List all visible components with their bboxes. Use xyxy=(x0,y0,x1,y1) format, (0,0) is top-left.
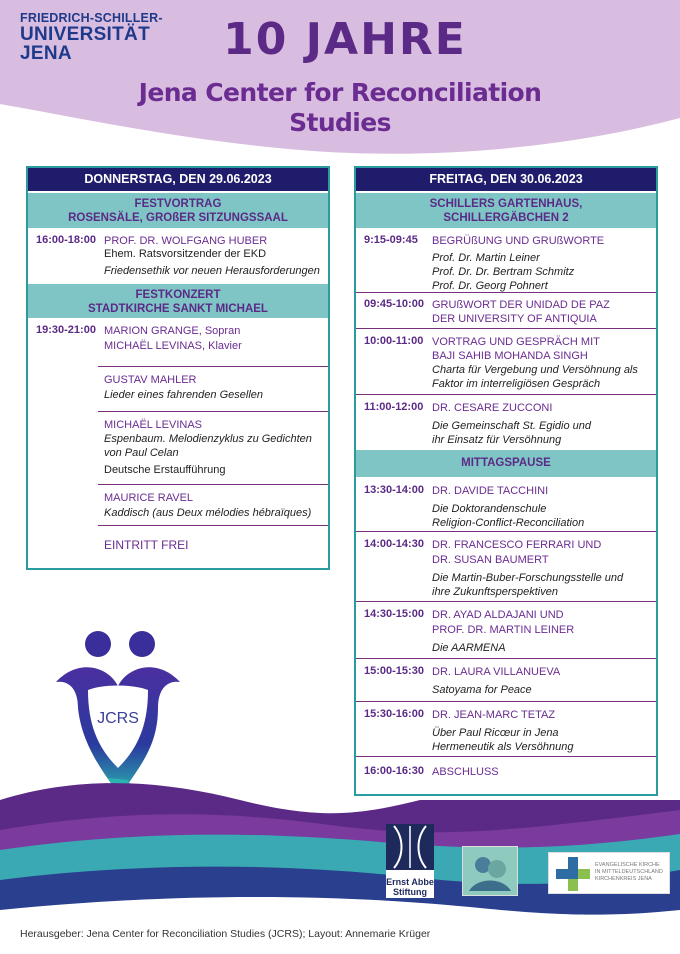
talk-topic: Satoyama for Peace xyxy=(432,684,532,696)
free-entry-label: EINTRITT FREI xyxy=(104,538,189,552)
premiere-note: Deutsche Erstaufführung xyxy=(104,464,226,476)
speaker-name: PROF. DR. WOLFGANG HUBER xyxy=(104,235,268,247)
event-time: 09:45-10:00 xyxy=(364,298,424,310)
event-title: ABSCHLUSS xyxy=(432,766,499,778)
work-title: Lieder eines fahrenden Gesellen xyxy=(104,389,264,401)
day2-row-singh xyxy=(356,328,656,394)
venue1-line1: FESTVORTRAG xyxy=(134,198,222,210)
day1-piece-mahler xyxy=(98,366,328,411)
abbe-line1: Ernst Abbe xyxy=(386,877,434,887)
day1-event-concert xyxy=(28,318,328,366)
subtitle-line2: Studies xyxy=(289,108,391,137)
speaker-2: PROF. DR. MARTIN LEINER xyxy=(432,624,575,636)
speaker-2: DR. SUSAN BAUMERT xyxy=(432,554,549,566)
event-time: 13:30-14:00 xyxy=(364,484,424,496)
event-time: 15:30-16:00 xyxy=(364,708,424,720)
event-content xyxy=(104,234,322,278)
talk-topic-line1: Die Gemeinschaft St. Egidio und xyxy=(432,420,591,432)
speaker-1: DR. FRANCESCO FERRARI UND xyxy=(432,539,602,551)
piece-content xyxy=(104,373,322,403)
piece-content xyxy=(104,418,322,477)
talk-topic-line1: Charta für Vergebung und Versöhnung als xyxy=(432,364,638,376)
event-content xyxy=(104,324,322,354)
day1-heading: DONNERSTAG, DEN 29.06.2023 xyxy=(28,168,328,191)
event-content xyxy=(432,538,650,599)
abbe-line2: Stiftung xyxy=(393,887,427,897)
event-time: 16:00-16:30 xyxy=(364,765,424,777)
talk-topic-line2: Faktor im interreligiösen Gespräch xyxy=(432,378,601,390)
ekm-line3: KIRCHENKREIS JENA xyxy=(595,876,652,882)
speaker-2: Prof. Dr. Dr. Bertram Schmitz xyxy=(432,266,575,278)
ekm-line1: EVANGELISCHE KIRCHE xyxy=(595,862,660,868)
partner-image-icon xyxy=(463,847,517,895)
publisher-footer: Herausgeber: Jena Center for Reconciliation Studies (JCRS); Layout: Annemarie Krüger xyxy=(20,928,431,940)
day2-heading: FREITAG, DEN 30.06.2023 xyxy=(356,168,656,191)
event-time: 15:00-15:30 xyxy=(364,665,424,677)
day1-piece-levinas xyxy=(98,411,328,484)
speaker-name: DR. DAVIDE TACCHINI xyxy=(432,485,549,497)
venue2-line2: STADTKIRCHE SANKT MICHAEL xyxy=(88,303,268,315)
work-title: Kaddisch (aus Deux mélodies hébraïques) xyxy=(104,507,312,519)
speaker-3: Prof. Dr. Georg Pohnert xyxy=(432,280,548,292)
speaker-name: DR. CESARE ZUCCONI xyxy=(432,402,553,414)
talk-topic-line2: Religion-Conflict-Reconciliation xyxy=(432,517,585,529)
page-title: 10 JAHRE xyxy=(223,14,467,65)
university-name-line2: UNIVERSITÄT xyxy=(20,23,150,45)
event-content xyxy=(432,665,650,697)
venue1-line2: ROSENSÄLE, GROßER SITZUNGSSAAL xyxy=(68,212,288,224)
day2-row-welcome xyxy=(356,228,656,292)
work-title-line2: von Paul Celan xyxy=(104,447,179,459)
work-title-line1: Espenbaum. Melodienzyklus zu Gedichten xyxy=(104,433,312,445)
composer-name: MAURICE RAVEL xyxy=(104,492,194,504)
day2-row-zucconi xyxy=(356,394,656,450)
abbe-mark-icon xyxy=(386,824,434,870)
event-title-line1: VORTRAG UND GESPRÄCH MIT xyxy=(432,336,600,348)
day2-venue xyxy=(356,191,656,228)
day2-row-tacchini xyxy=(356,477,656,531)
day1-piece-ravel xyxy=(98,484,328,525)
event-content xyxy=(432,298,650,326)
event-content xyxy=(432,401,650,447)
university-logo xyxy=(20,12,163,63)
day1-venue1 xyxy=(28,191,328,228)
partner-image-logo xyxy=(462,846,518,896)
event-time: 16:00-18:00 xyxy=(36,234,96,246)
event-title-line2: DER UNIVERSITY OF ANTIQUIA xyxy=(432,313,597,325)
talk-topic-line1: Die Martin-Buber-Forschungsstelle und xyxy=(432,572,624,584)
performer-2: MICHAËL LEVINAS, Klavier xyxy=(104,340,242,352)
event-content xyxy=(432,484,650,530)
speaker-1: Prof. Dr. Martin Leiner xyxy=(432,252,540,264)
day2-row-villanueva xyxy=(356,658,656,701)
speaker-1: DR. AYAD ALDAJANI UND xyxy=(432,609,564,621)
event-title-line2: BAJI SAHIB MOHANDA SINGH xyxy=(432,350,588,362)
day2-row-tetaz xyxy=(356,701,656,756)
event-time: 14:30-15:00 xyxy=(364,608,424,620)
venue-line1: SCHILLERS GARTENHAUS, xyxy=(429,198,583,210)
event-content xyxy=(432,234,650,293)
ernst-abbe-stiftung-logo xyxy=(386,824,434,898)
talk-topic-line1: Über Paul Ricœur in Jena xyxy=(432,727,559,739)
event-content xyxy=(432,335,650,391)
talk-topic-line2: Hermeneutik als Versöhnung xyxy=(432,741,574,753)
day2-row-unidad xyxy=(356,292,656,328)
event-time: 10:00-11:00 xyxy=(364,335,424,347)
venue-line2: SCHILLERGÄBCHEN 2 xyxy=(443,212,569,224)
ekm-cross-icon xyxy=(553,854,593,894)
talk-topic-line2: ihre Zukunftsperspektiven xyxy=(432,586,558,598)
talk-topic-line1: Die Doktorandenschule xyxy=(432,503,547,515)
talk-topic-line2: ihr Einsatz für Versöhnung xyxy=(432,434,562,446)
talk-topic: Friedensethik vor neuen Herausforderungen xyxy=(104,265,320,277)
performer-1: MARION GRANGE, Sopran xyxy=(104,325,241,337)
event-title-line1: GRUßWORT DER UNIDAD DE PAZ xyxy=(432,299,610,311)
event-time: 14:00-14:30 xyxy=(364,538,424,550)
day1-venue2 xyxy=(28,282,328,318)
ekm-line2: IN MITTELDEUTSCHLAND xyxy=(595,869,663,875)
event-title: BEGRÜßUNG UND GRUßWORTE xyxy=(432,235,605,247)
university-name-line3: JENA xyxy=(20,42,72,64)
day1-event-huber xyxy=(28,228,328,282)
venue2-line1: FESTKONZERT xyxy=(135,289,221,301)
event-time: 19:30-21:00 xyxy=(36,324,96,336)
event-content xyxy=(432,708,650,754)
subtitle-line1: Jena Center for Reconciliation xyxy=(138,78,542,107)
day2-row-ferrari xyxy=(356,531,656,601)
ekm-kirchenkreis-logo xyxy=(548,852,670,894)
day2-program xyxy=(354,166,658,796)
day2-lunch-break: MITTAGSPAUSE xyxy=(356,450,656,477)
university-name-line1: FRIEDRICH-SCHILLER- xyxy=(20,11,163,25)
event-content xyxy=(432,608,650,655)
speaker-role: Ehem. Ratsvorsitzender der EKD xyxy=(104,248,267,260)
day1-free-entry xyxy=(98,525,328,565)
talk-topic: Die AARMENA xyxy=(432,642,506,654)
speaker-name: DR. JEAN-MARC TETAZ xyxy=(432,709,556,721)
jcrs-logo-text: JCRS xyxy=(97,710,139,727)
composer-name: MICHAËL LEVINAS xyxy=(104,419,203,431)
composer-name: GUSTAV MAHLER xyxy=(104,374,197,386)
event-time: 9:15-09:45 xyxy=(364,234,418,246)
event-time: 11:00-12:00 xyxy=(364,401,424,413)
day2-row-aldajani xyxy=(356,601,656,658)
piece-content xyxy=(104,491,322,521)
speaker-name: DR. LAURA VILLANUEVA xyxy=(432,666,561,678)
page-subtitle xyxy=(130,78,550,138)
day1-program xyxy=(26,166,330,570)
